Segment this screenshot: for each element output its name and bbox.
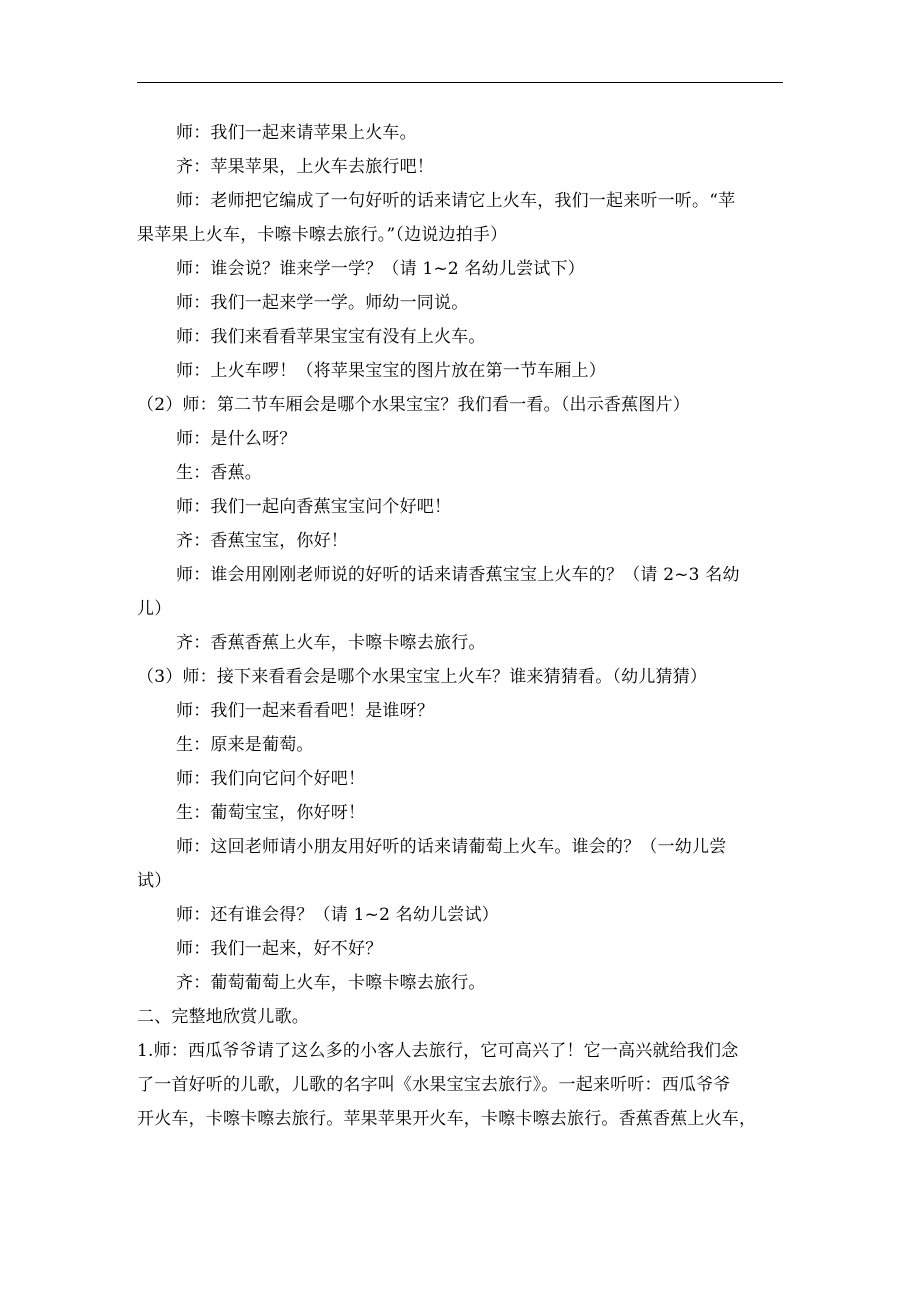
text-line: 儿）: [137, 599, 172, 619]
document-body: [137, 116, 783, 1136]
text-line: 齐：苹果苹果，上火车去旅行吧！: [176, 157, 434, 177]
section-heading: 二、完整地欣赏儿歌。: [137, 1007, 309, 1027]
text-line: （3）师：接下来看看会是哪个水果宝宝上火车？谁来猜猜看。（幼儿猜猜）: [137, 667, 708, 687]
text-line: 师：谁会用刚刚老师说的好听的话来请香蕉宝宝上火车的？（请 2~3 名幼: [176, 565, 740, 585]
text-line: 师：我们一起来看看吧！是谁呀？: [176, 701, 434, 721]
text-line: 齐：香蕉香蕉上火车，卡嚓卡嚓去旅行。: [176, 633, 486, 653]
text-line: 1.师：西瓜爷爷请了这么多的小客人去旅行，它可高兴了！它一高兴就给我们念: [137, 1041, 739, 1061]
text-line: 师：老师把它编成了一句好听的话来请它上火车，我们一起来听一听。“苹: [176, 191, 736, 211]
text-line: 师：这回老师请小朋友用好听的话来请葡萄上火车。谁会的？（一幼儿尝: [176, 837, 727, 857]
text-line: 师：我们一起向香蕉宝宝问个好吧！: [176, 497, 452, 517]
text-line: 师：还有谁会得？（请 1~2 名幼儿尝试）: [176, 905, 499, 925]
text-line: 师：我们一起来，好不好？: [176, 939, 383, 959]
text-line: 齐：葡萄葡萄上火车，卡嚓卡嚓去旅行。: [176, 973, 486, 993]
text-line: 开火车，卡嚓卡嚓去旅行。苹果苹果开火车，卡嚓卡嚓去旅行。香蕉香蕉上火车，: [137, 1109, 757, 1129]
text-line: 生：香蕉。: [176, 463, 262, 483]
text-line: 师：我们一起来请苹果上火车。: [176, 123, 417, 143]
text-line: 师：是什么呀？: [176, 429, 297, 449]
text-line: 师：上火车啰！（将苹果宝宝的图片放在第一节车厢上）: [176, 361, 606, 381]
text-line: 师：谁会说？谁来学一学？（请 1~2 名幼儿尝试下）: [176, 259, 585, 279]
header-rule: [137, 82, 783, 83]
text-line: 师：我们一起来学一学。师幼一同说。: [176, 293, 469, 313]
text-line: （2）师：第二节车厢会是哪个水果宝宝？我们看一看。（出示香蕉图片）: [137, 395, 690, 415]
text-line: 试）: [137, 871, 172, 891]
text-line: 生：葡萄宝宝，你好呀！: [176, 803, 366, 823]
text-line: 了一首好听的儿歌，儿歌的名字叫《水果宝宝去旅行》。一起来听听：西瓜爷爷: [137, 1075, 731, 1095]
text-line: 齐：香蕉宝宝，你好！: [176, 531, 348, 551]
text-line: 果苹果上火车，卡嚓卡嚓去旅行。”（边说边拍手）: [137, 225, 508, 245]
text-line: 生：原来是葡萄。: [176, 735, 314, 755]
text-line: 师：我们来看看苹果宝宝有没有上火车。: [176, 327, 486, 347]
text-line: 师：我们向它问个好吧！: [176, 769, 366, 789]
